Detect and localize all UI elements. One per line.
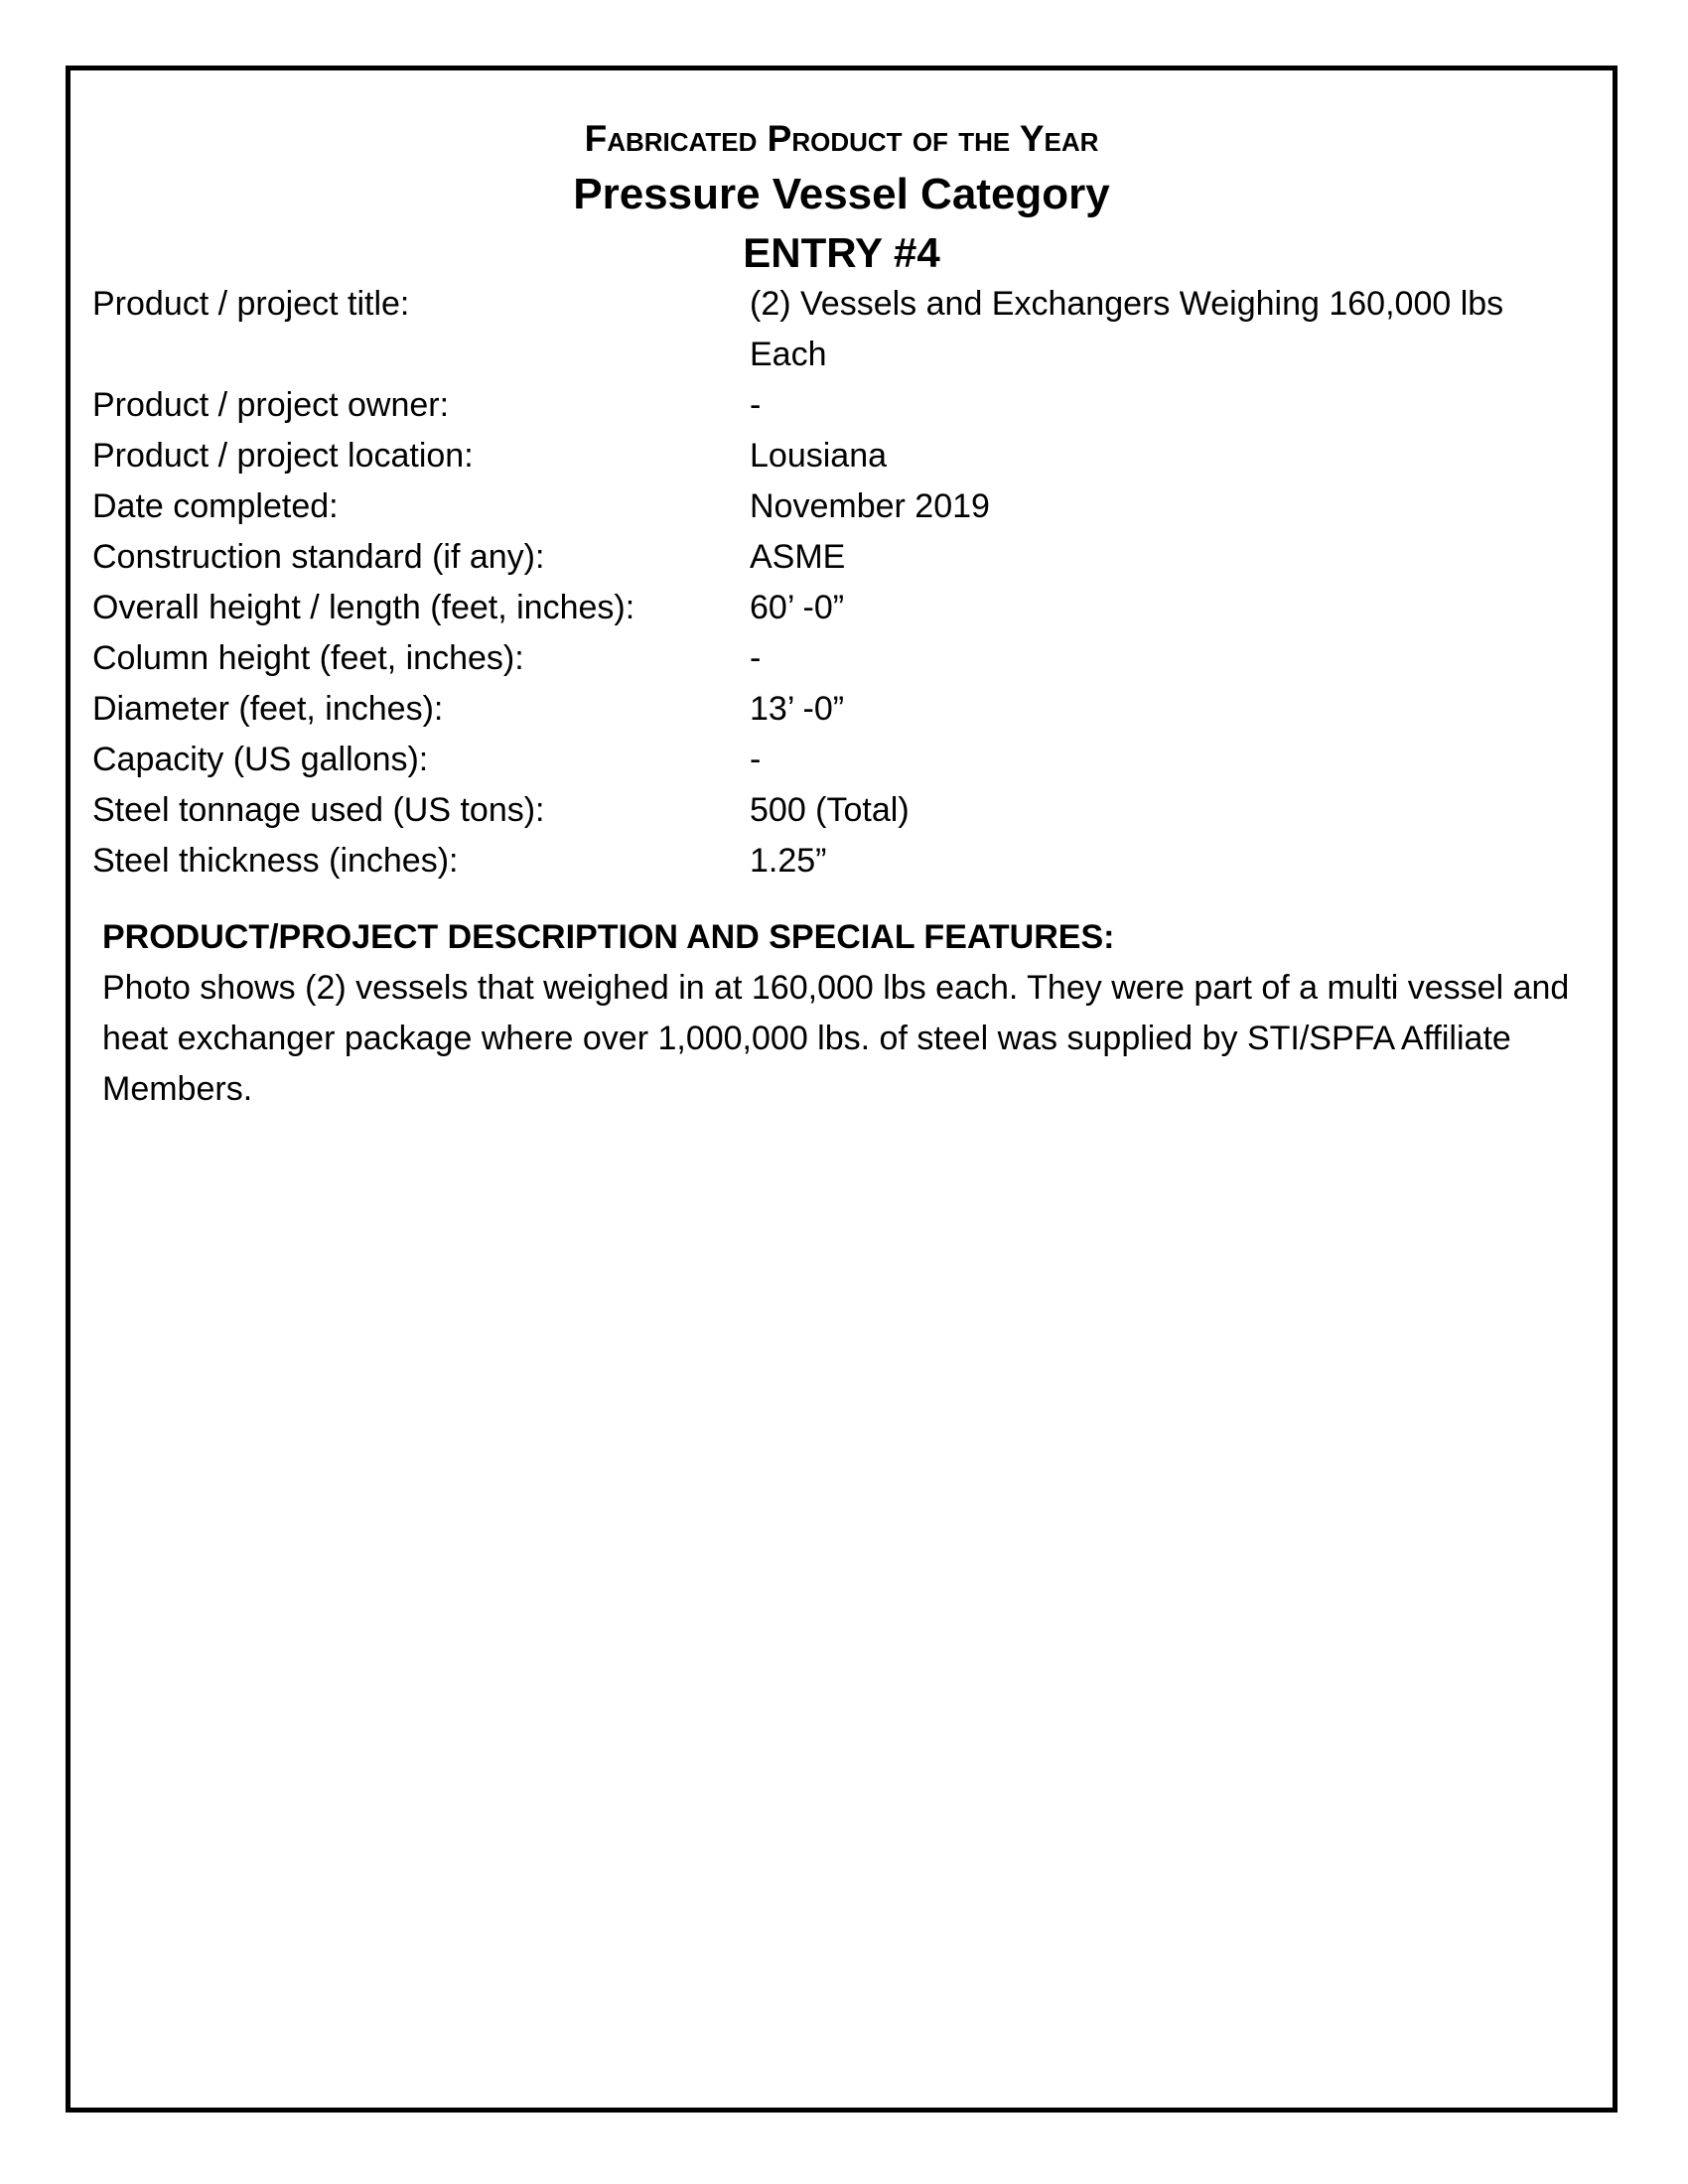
field-value: November 2019 [750,487,990,525]
field-label: Product / project title: [92,285,410,323]
field-value: Lousiana [750,437,888,475]
field-row-date-completed [92,481,1602,532]
field-row-steel-tonnage [92,785,1602,836]
field-label: Steel tonnage used (US tons): [92,791,545,829]
field-row-construction-standard [92,532,1602,583]
field-value: - [750,741,762,778]
field-label: Steel thickness (inches): [92,842,459,880]
entry-number: ENTRY #4 [743,229,940,276]
field-value: - [750,639,762,677]
field-value: ASME [750,538,846,576]
field-row-steel-thickness [92,836,1602,887]
field-label: Diameter (feet, inches): [92,690,444,728]
field-value: 60’ -0” [750,589,845,626]
field-row-diameter [92,684,1602,735]
award-title: Fabricated Product of the Year [584,118,1099,159]
field-label: Overall height / length (feet, inches): [92,589,635,626]
field-row-column-height [92,633,1602,684]
field-value: (2) Vessels and Exchangers Weighing 160,000 lbs Each [750,285,1504,373]
field-label: Date completed: [92,487,339,525]
field-label: Product / project owner: [92,386,450,424]
field-value: 500 (Total) [750,791,910,829]
entry-fields [92,279,1602,887]
field-label: Product / project location: [92,437,474,475]
field-label: Column height (feet, inches): [92,639,524,677]
field-label: Capacity (US gallons): [92,741,429,778]
field-row-owner [92,380,1602,431]
field-value: 13’ -0” [750,690,845,728]
field-row-capacity [92,735,1602,785]
field-row-overall-height [92,583,1602,633]
field-value: - [750,386,762,424]
field-row-title [92,279,1602,380]
field-value: 1.25” [750,842,827,880]
description-body: Photo shows (2) vessels that weighed in at 160,000 lbs each. They were part of a multi vessel and heat exchanger package where over 1,000,000 lbs. of steel was supplied by STI/SPFA Affiliate Members. [102,969,1570,1108]
field-row-location [92,431,1602,481]
description-heading: PRODUCT/PROJECT DESCRIPTION AND SPECIAL FEATURES: [102,918,1115,956]
field-label: Construction standard (if any): [92,538,545,576]
category-title: Pressure Vessel Category [573,170,1110,218]
document-frame [66,66,1618,2113]
